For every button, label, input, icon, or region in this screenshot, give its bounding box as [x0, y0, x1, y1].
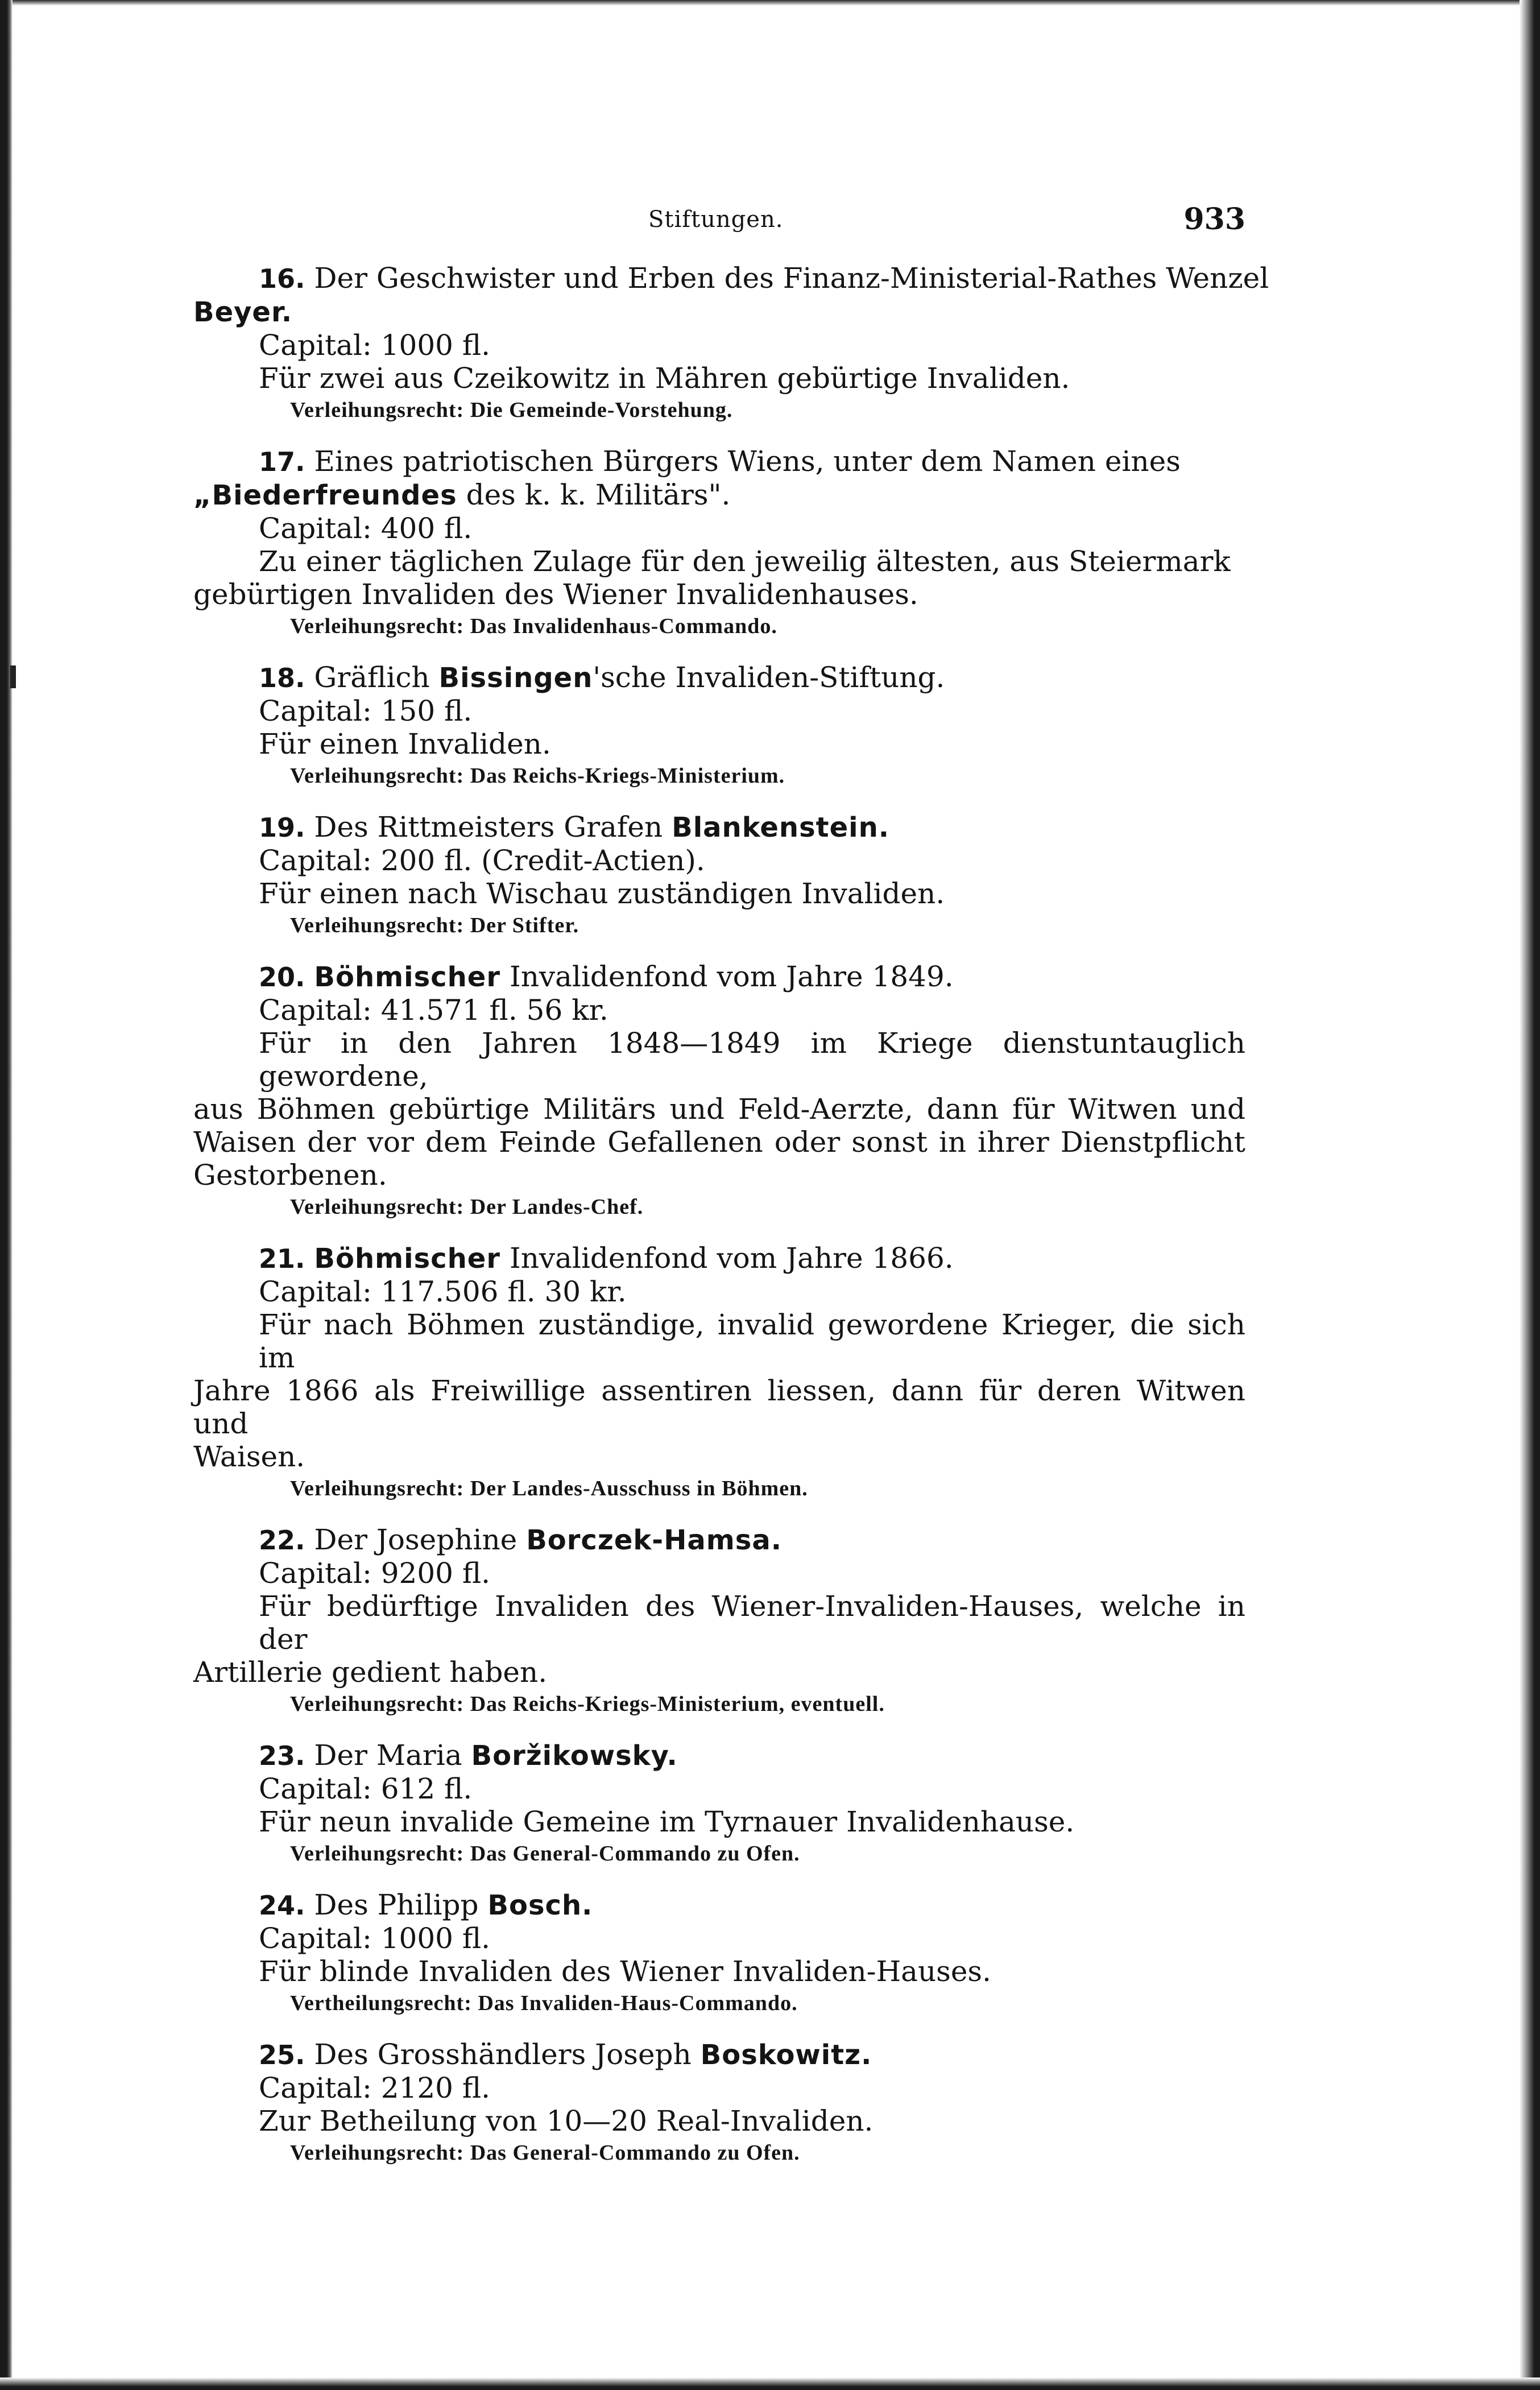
founder-name: Bosch.: [487, 1889, 593, 1921]
entry-number: 16.: [259, 263, 305, 294]
purpose-line: Für blinde Invaliden des Wiener Invaliden-Hauses.: [259, 1955, 991, 1988]
conferral-right: Verleihungsrecht: Das Reichs-Kriegs-Ministerium, eventuell.: [290, 1692, 885, 1716]
purpose-line: aus Böhmen gebürtige Militärs und Feld-Aerzte, dann für Witwen und: [193, 1093, 1245, 1126]
entry-number: 17.: [259, 446, 305, 477]
entry-title: [193, 811, 1245, 844]
entry-22: [193, 1523, 1245, 1719]
scan-edge-bottom: [0, 2377, 1540, 2390]
entry-number: 23.: [259, 1740, 305, 1771]
entry-title-suffix: Invalidenfond vom Jahre 1866.: [509, 1242, 954, 1275]
entry-title-text: Des Philipp: [314, 1888, 479, 1921]
purpose-line: Für einen Invaliden.: [259, 727, 551, 760]
entry-number: 24.: [259, 1890, 305, 1921]
entry-number: 19.: [259, 812, 305, 843]
capital-line: Capital: 1000 fl.: [259, 1922, 491, 1955]
purpose-line: Für in den Jahren 1848—1849 im Kriege dienstuntauglich gewordene,: [259, 1027, 1245, 1093]
conferral-right: Verleihungsrecht: Das Invalidenhaus-Commando.: [290, 614, 777, 638]
scan-edge-right: [1520, 0, 1540, 2390]
purpose-line: Gestorbenen.: [193, 1159, 387, 1192]
entry-number: 22.: [259, 1525, 305, 1556]
purpose-line: Zu einer täglichen Zulage für den jeweilig ältesten, aus Steiermark: [259, 545, 1231, 578]
capital-line: Capital: 41.571 fl. 56 kr.: [259, 994, 608, 1027]
entry-title: [193, 1242, 1245, 1275]
running-head: Stiftungen.: [648, 206, 784, 233]
conferral-right: Verleihungsrecht: Das General-Commando zu Ofen.: [290, 2141, 800, 2165]
entry-title: [193, 1888, 1245, 1922]
founder-name: Blankenstein.: [672, 812, 889, 843]
entry-title-suffix: des k. k. Militärs".: [466, 478, 731, 511]
entry-number: 21.: [259, 1243, 305, 1274]
purpose-line: Zur Betheilung von 10—20 Real-Invaliden.: [259, 2104, 874, 2137]
entry-title: [193, 661, 1245, 694]
entry-title-text: Der Maria: [314, 1739, 462, 1772]
entry-title: [193, 960, 1245, 994]
founder-name: „Biederfreundes: [193, 479, 457, 511]
purpose-line: Für nach Böhmen zuständige, invalid gewordene Krieger, die sich im: [259, 1308, 1245, 1374]
capital-line: Capital: 400 fl.: [259, 512, 473, 545]
entry-title: [193, 1523, 1245, 1557]
purpose-line: Für neun invalide Gemeine im Tyrnauer Invalidenhause.: [259, 1805, 1075, 1838]
entry-title-text: Gräflich: [314, 661, 430, 694]
purpose-line: Für einen nach Wischau zuständigen Invaliden.: [259, 877, 945, 910]
entry-title: [193, 2038, 1245, 2071]
capital-line: Capital: 612 fl.: [259, 1772, 473, 1805]
conferral-right: Verleihungsrecht: Der Landes-Ausschuss in Böhmen.: [290, 1477, 808, 1500]
entry-19: [193, 811, 1245, 941]
entry-title: [193, 1739, 1245, 1772]
conferral-right: Verleihungsrecht: Das General-Commando zu Ofen.: [290, 1842, 800, 1866]
entry-20: [193, 960, 1245, 1222]
entry-number: 25.: [259, 2040, 305, 2070]
entry-title-suffix: 'sche Invaliden-Stiftung.: [593, 661, 945, 694]
capital-line: Capital: 200 fl. (Credit-Actien).: [259, 844, 705, 877]
founder-name: Böhmischer: [314, 1243, 501, 1275]
founder-name: Böhmischer: [314, 961, 501, 993]
entry-title-text: Eines patriotischen Bürgers Wiens, unter dem Namen eines: [314, 445, 1181, 478]
entry-title: [193, 445, 1245, 478]
entry-18: [193, 661, 1245, 791]
entry-title-text: Der Geschwister und Erben des Finanz-Ministerial-Rathes Wenzel: [314, 262, 1269, 295]
entry-title-text: Des Rittmeisters Grafen: [314, 811, 663, 843]
entry-number: 20.: [259, 962, 305, 993]
capital-line: Capital: 9200 fl.: [259, 1557, 491, 1590]
entry-17: [193, 445, 1245, 642]
founder-name: Borczek-Hamsa.: [526, 1524, 782, 1556]
capital-line: Capital: 117.506 fl. 30 kr.: [259, 1275, 627, 1308]
conferral-right: Verleihungsrecht: Der Landes-Chef.: [290, 1195, 644, 1219]
entry-title-continuation: [193, 295, 1245, 329]
entry-16: [193, 262, 1269, 425]
entry-title-continuation: [193, 478, 1245, 512]
entry-23: [193, 1739, 1245, 1869]
entry-title-text: Der Josephine: [314, 1523, 518, 1556]
scan-edge-left: [0, 0, 13, 2390]
binding-mark: [10, 665, 16, 688]
purpose-line: Waisen der vor dem Feinde Gefallenen oder sonst in ihrer Dienstpflicht: [193, 1126, 1245, 1159]
scan-edge-top: [0, 0, 1540, 6]
founder-name: Bissingen: [438, 662, 593, 694]
capital-line: Capital: 1000 fl.: [259, 329, 491, 362]
founder-name: Boskowitz.: [700, 2039, 872, 2071]
conferral-right: Verleihungsrecht: Das Reichs-Kriegs-Ministerium.: [290, 764, 785, 788]
foundation-list: [193, 262, 1269, 2188]
entry-25: [193, 2038, 1245, 2168]
purpose-line: Jahre 1866 als Freiwillige assentiren liessen, dann für deren Witwen und: [193, 1374, 1245, 1440]
entry-title: [193, 262, 1269, 295]
entry-title-suffix: Invalidenfond vom Jahre 1849.: [509, 960, 954, 993]
page-header: [193, 202, 1245, 242]
page-number: 933: [1183, 202, 1245, 237]
entry-24: [193, 1888, 1245, 2019]
capital-line: Capital: 150 fl.: [259, 694, 473, 727]
purpose-line: Artillerie gedient haben.: [193, 1656, 548, 1689]
purpose-line: Waisen.: [193, 1440, 305, 1473]
entry-21: [193, 1242, 1245, 1504]
founder-name: Beyer.: [193, 296, 293, 328]
founder-name: Boržikowsky.: [471, 1740, 678, 1772]
entry-title-text: Des Grosshändlers Joseph: [314, 2038, 692, 2071]
distribution-right: Vertheilungsrecht: Das Invaliden-Haus-Commando.: [290, 1991, 798, 2015]
capital-line: Capital: 2120 fl.: [259, 2071, 491, 2104]
conferral-right: Verleihungsrecht: Der Stifter.: [290, 913, 579, 937]
purpose-line: Für bedürftige Invaliden des Wiener-Invaliden-Hauses, welche in der: [259, 1590, 1245, 1656]
purpose-line: gebürtigen Invaliden des Wiener Invalidenhauses.: [193, 578, 918, 611]
purpose-line: Für zwei aus Czeikowitz in Mähren gebürtige Invaliden.: [259, 362, 1070, 395]
entry-number: 18.: [259, 663, 305, 693]
conferral-right: Verleihungsrecht: Die Gemeinde-Vorstehung.: [290, 398, 733, 422]
